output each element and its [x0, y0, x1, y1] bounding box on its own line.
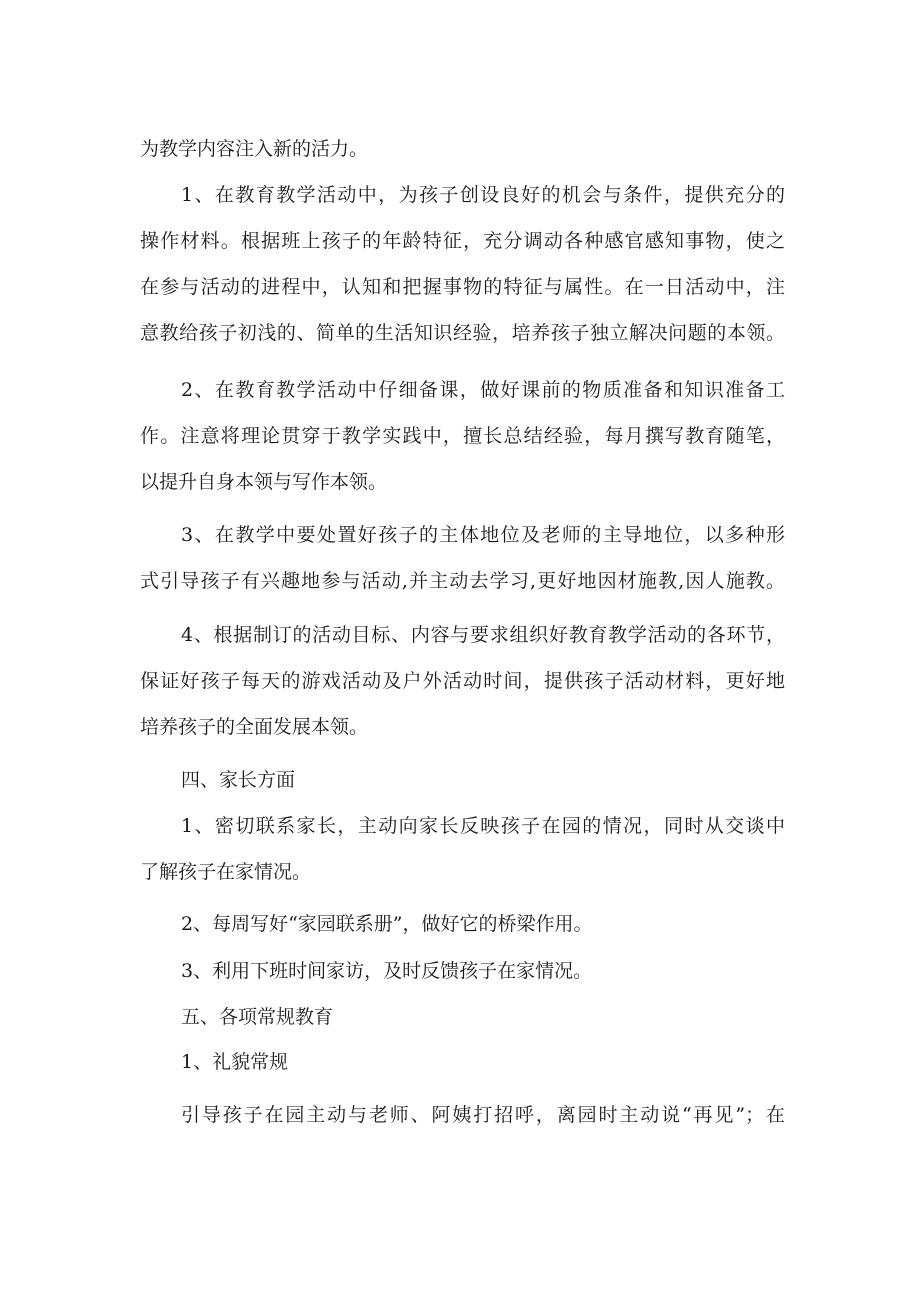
text-line: 引导孩子在园主动与老师、阿姨打招呼，离园时主动说“再见”；在 [181, 1104, 785, 1126]
section-heading: 五、各项常规教育 [181, 1006, 334, 1028]
text-line: 了解孩子在家情况。 [140, 861, 312, 883]
text-line: 操作材料。根据班上孩子的年龄特征，充分调动各种感官感知事物，使之 [140, 230, 785, 252]
text-line: 以提升自身本领与写作本领。 [140, 471, 388, 493]
text-line: 3、在教学中要处置好孩子的主体地位及老师的主导地位，以多种形 [181, 524, 785, 546]
text-line: 培养孩子的全面发展本领。 [140, 716, 369, 738]
text-line: 1、在教育教学活动中，为孩子创设良好的机会与条件，提供充分的 [181, 184, 785, 206]
text-line: 作。注意将理论贯穿于教学实践中，擅长总结经验，每月撰写教育随笔， [140, 425, 785, 447]
text-line: 2、每周写好“家园联系册”，做好它的桥梁作用。 [181, 913, 593, 935]
text-line: 意教给孩子初浅的、简单的生活知识经验，培养孩子独立解决问题的本领。 [140, 322, 785, 344]
text-line: 1、密切联系家长，主动向家长反映孩子在园的情况，同时从交谈中 [181, 815, 785, 837]
text-line: 式引导孩子有兴趣地参与活动,并主动去学习,更好地因材施教,因人施教。 [140, 570, 785, 592]
text-line: 3、利用下班时间家访，及时反馈孩子在家情况。 [181, 960, 593, 982]
text-line: 保证好孩子每天的游戏活动及户外活动时间，提供孩子活动材料，更好地 [140, 670, 785, 692]
subsection-heading: 1、礼貌常规 [181, 1051, 289, 1073]
text-line: 为教学内容注入新的活力。 [140, 138, 369, 160]
text-line: 2、在教育教学活动中仔细备课，做好课前的物质准备和知识准备工 [181, 379, 785, 401]
text-line: 在参与活动的进程中，认知和把握事物的特征与属性。在一日活动中，注 [140, 276, 785, 298]
section-heading: 四、家长方面 [181, 769, 296, 791]
text-line: 4、根据制订的活动目标、内容与要求组织好教育教学活动的各环节， [181, 624, 785, 646]
